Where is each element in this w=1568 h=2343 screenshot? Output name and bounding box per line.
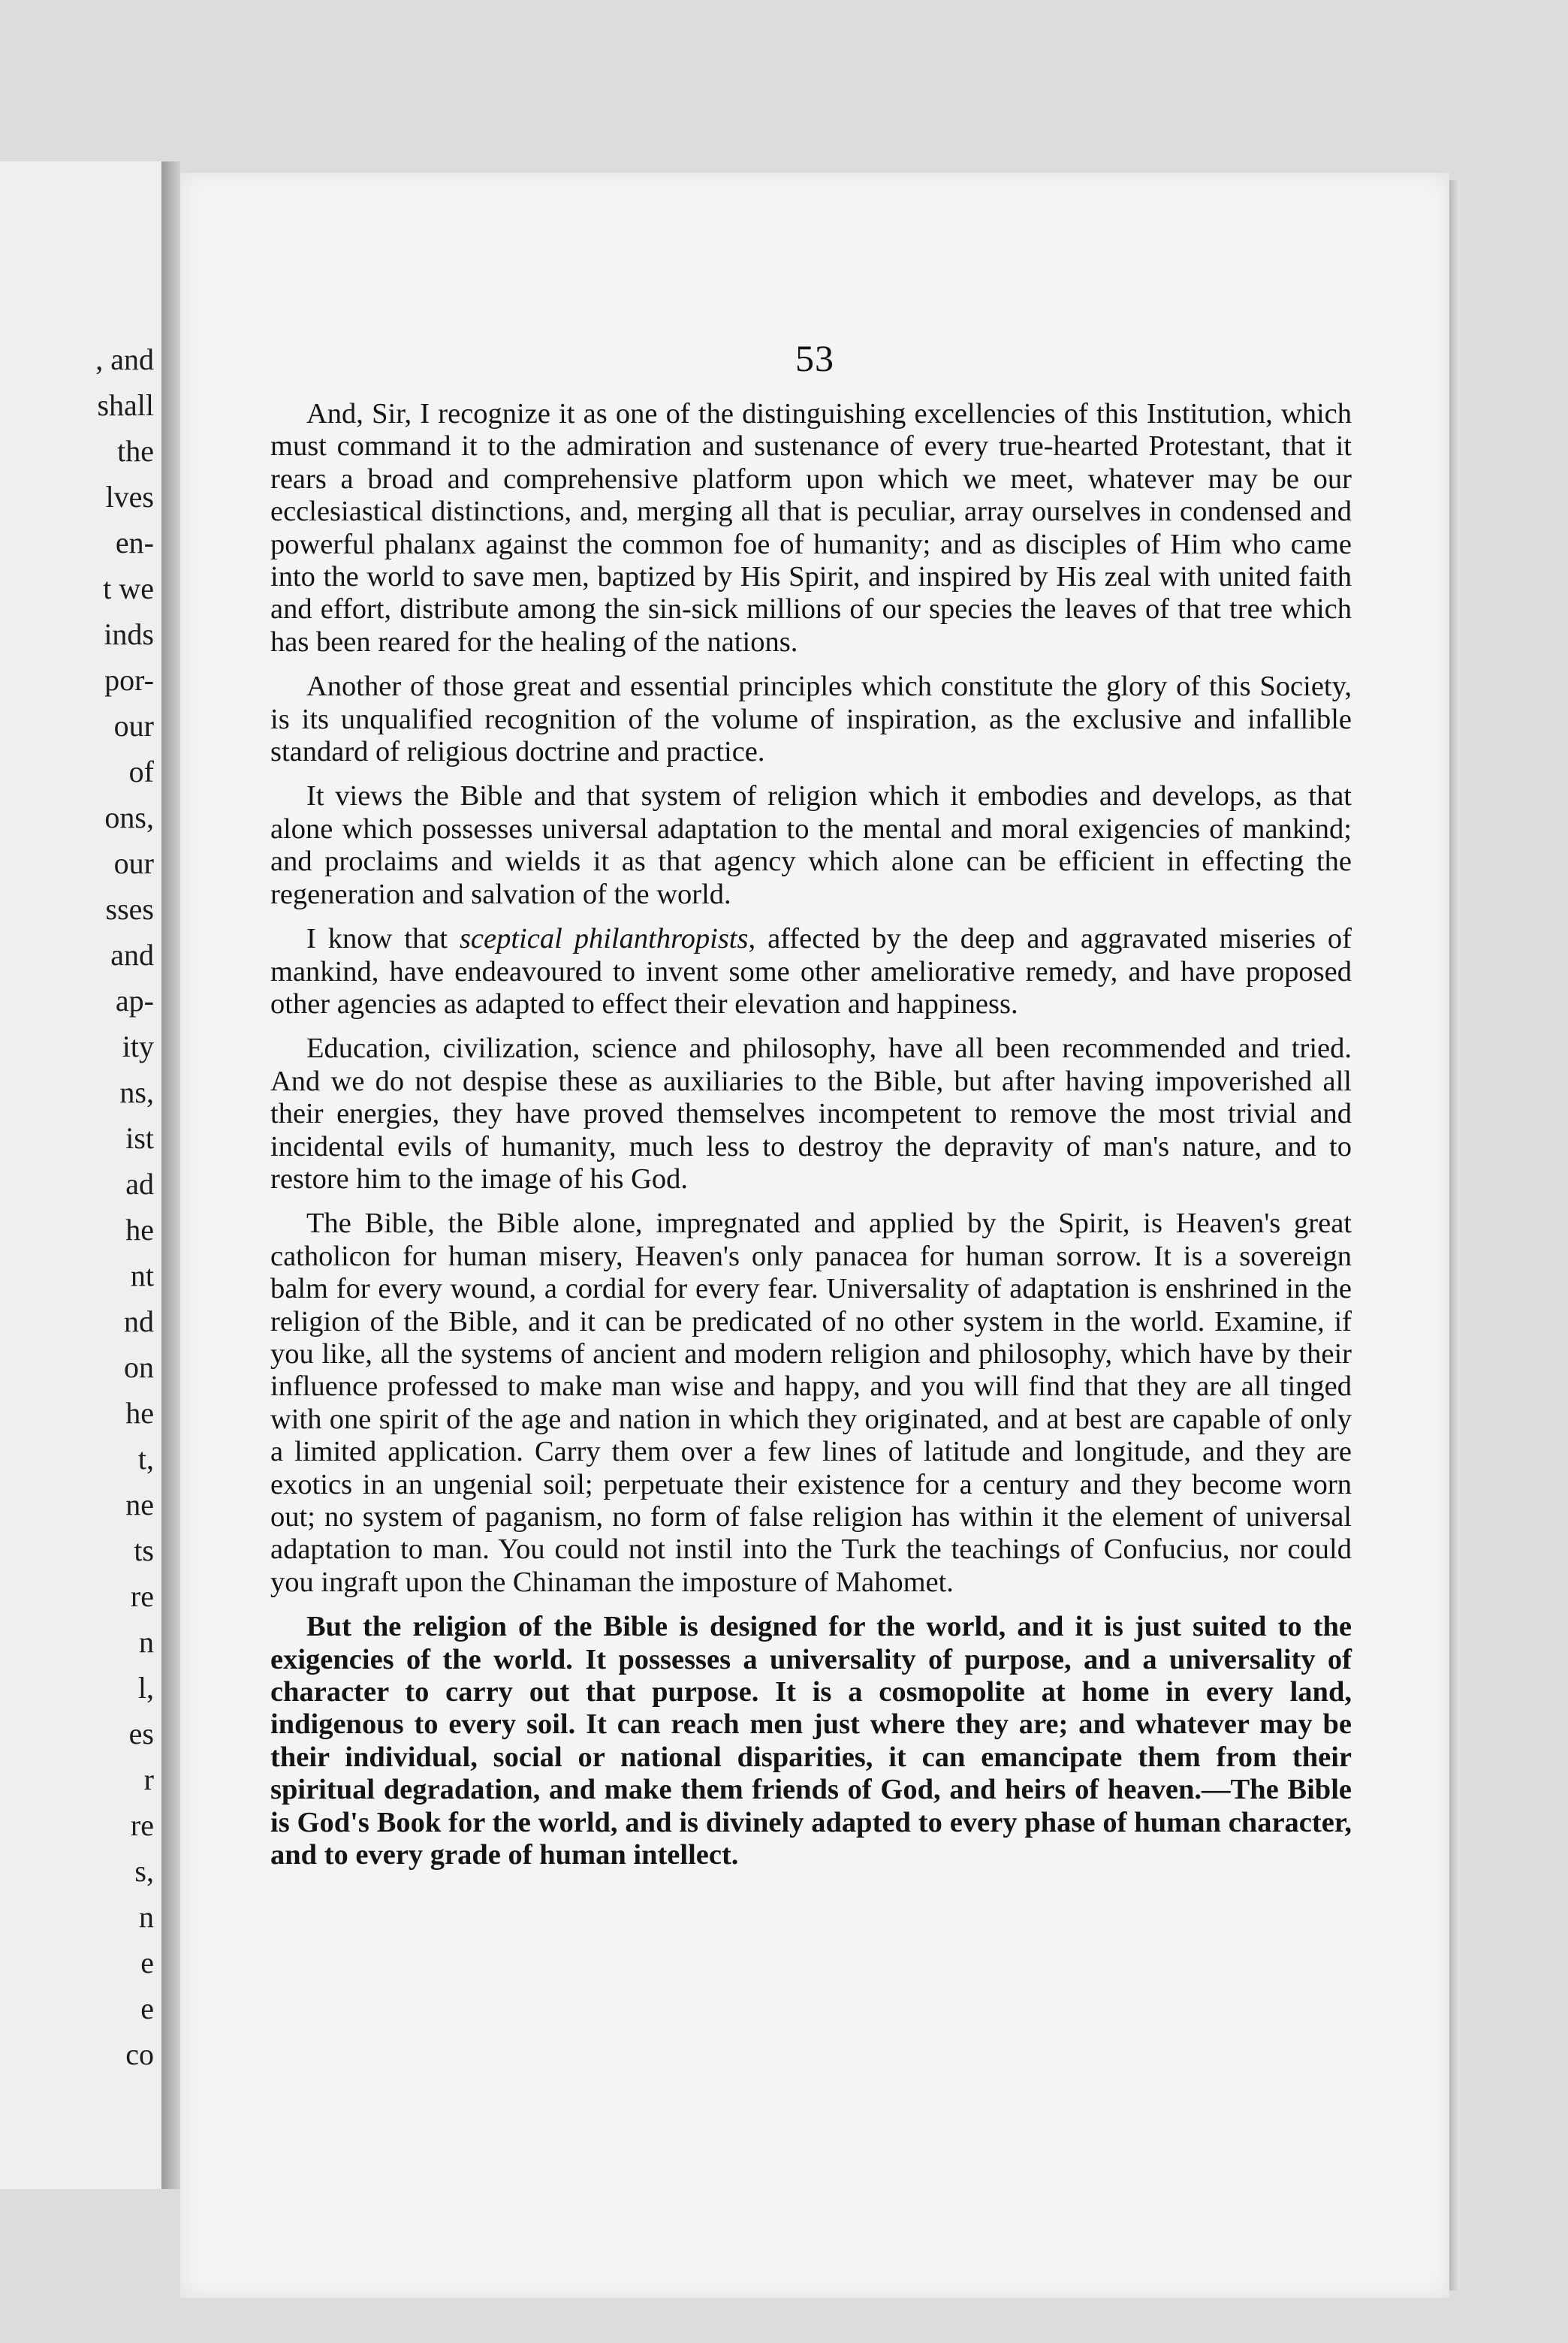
left-page-line: n xyxy=(139,1900,154,1934)
paragraph-2: Another of those great and essential principles which constitute the glory of this Society, is its unqualified recognition of the volume of inspiration, as the exclusive and infallible standard of religious doctrine and practice. xyxy=(270,671,1352,768)
left-page-line: por- xyxy=(104,663,154,697)
left-page-line: ap- xyxy=(115,984,154,1018)
book-gutter xyxy=(161,161,180,2189)
left-page-line: en- xyxy=(115,526,154,559)
left-page-line: nt xyxy=(130,1259,154,1292)
paragraph-4 xyxy=(270,923,1352,1021)
left-page-line: e xyxy=(140,1992,154,2025)
left-page-line: ity xyxy=(122,1030,154,1063)
paragraph-3: It views the Bible and that system of religion which it embodies and develops, as that alone which possesses universal adaptation to the mental and moral exigencies of mankind; and proclaims and wields it as that agency which alone can be efficient in effecting the regeneration and salvation of the world. xyxy=(270,780,1352,910)
left-page-line: s, xyxy=(134,1854,154,1888)
left-page-line: t, xyxy=(137,1442,154,1476)
left-page-line: nd xyxy=(124,1304,154,1338)
left-page-line: r xyxy=(143,1763,154,1796)
left-page-line: re xyxy=(130,1579,154,1613)
left-page-line: ist xyxy=(125,1121,154,1155)
left-page-line: l, xyxy=(137,1671,154,1705)
left-page-line: e xyxy=(140,1946,154,1980)
left-page-line: n xyxy=(139,1625,154,1659)
left-page-line: lves xyxy=(105,480,154,514)
page-right-edge xyxy=(1449,180,1460,2290)
left-page-line: ons, xyxy=(104,801,154,834)
left-page-line: of xyxy=(128,755,154,789)
paragraph-4-italic: sceptical philanthropists xyxy=(459,923,749,955)
left-page-line: he xyxy=(125,1213,154,1247)
left-page-fragment xyxy=(0,161,161,2189)
left-page-line: inds xyxy=(104,617,154,651)
left-page-line: sses xyxy=(105,892,154,926)
paragraph-5: Education, civilization, science and philosophy, have all been recommended and tried. And we do not despise these as auxiliaries to the Bible, but after having impoverished all their energies, they have proved themselves incompetent to remove the most trivial and incidental evils of humanity, much less to destroy the depravity of man's nature, and to restore him to the image of his God. xyxy=(270,1033,1352,1195)
left-page-line: re xyxy=(130,1808,154,1842)
left-page-line: ad xyxy=(125,1167,154,1201)
paragraph-6: The Bible, the Bible alone, impregnated and applied by the Spirit, is Heaven's great catholicon for human misery, Heaven's only panacea for human sorrow. It is a sovereign balm for every wound, a cordial for every fear. Universality of adaptation is enshrined in the religion of the Bible, and it can be predicated of no other system in the world. Examine, if you like, all the systems of ancient and modern religion and philosophy, which have by their influence professed to make man wise and happy, and you will find that they are all tinged with one spirit of the age and nation in which they originated, and at best are capable of only a limited application. Carry them over a few lines of latitude and longitude, and they are exotics in an ungenial soil; perpetuate their existence for a century and they become worn out; no system of paganism, no form of false religion has within it the element of universal adaptation to man. You could not instil into the Turk the teachings of Confucius, nor could you ingraft upon the Chinaman the imposture of Mahomet. xyxy=(270,1208,1352,1598)
page-body xyxy=(270,398,1352,1883)
left-page-line: shall xyxy=(97,388,154,422)
left-page-line: ts xyxy=(134,1533,154,1567)
left-page-line: es xyxy=(128,1717,154,1750)
page-number: 53 xyxy=(795,337,834,379)
left-page-line: , and xyxy=(95,342,154,376)
paragraph-4-start: I know that xyxy=(306,923,460,955)
left-page-line: ns, xyxy=(119,1075,154,1109)
left-page-line: and xyxy=(110,938,154,972)
left-page-line: he xyxy=(125,1396,154,1430)
left-page-line: t we xyxy=(103,571,154,605)
paragraph-4-rest: , affected by the deep and aggravated miseries of mankind, have endeavoured to invent some other ameliorative remedy, and have proposed other agencies as adapted to effect their elevation and happiness. xyxy=(270,923,1352,1020)
left-page-line: the xyxy=(117,434,154,468)
left-page-line: our xyxy=(113,709,154,743)
left-page-line: on xyxy=(124,1350,154,1384)
page xyxy=(180,173,1449,2298)
left-page-line: ne xyxy=(125,1488,154,1521)
left-page-line: co xyxy=(125,2037,154,2071)
paragraph-7: But the religion of the Bible is designed for the world, and it is just suited to the exigencies of the world. It possesses a universality of purpose, and a universality of character to carry out that purpose. It is a cosmopolite at home in every land, indigenous to every soil. It can reach men just where they are; and whatever may be their individual, social or national disparities, it can emancipate them from their spiritual degradation, and make them friends of God, and heirs of heaven.—The Bible is God's Book for the world, and is divinely adapted to every phase of human character, and to every grade of human intellect. xyxy=(270,1611,1352,1871)
paragraph-1: And, Sir, I recognize it as one of the distinguishing excellencies of this Institution, which must command it to the admiration and sustenance of every true-hearted Protestant, that it rears a broad and comprehensive platform upon which we meet, whatever may be our ecclesiastical distinctions, and, merging all that is peculiar, array ourselves in condensed and powerful phalanx against the common foe of humanity; and as disciples of Him who came into the world to save men, baptized by His Spirit, and inspired by His zeal with united faith and effort, distribute among the sin-sick millions of our species the leaves of that tree which has been reared for the healing of the nations. xyxy=(270,398,1352,658)
left-page-line: our xyxy=(113,846,154,880)
